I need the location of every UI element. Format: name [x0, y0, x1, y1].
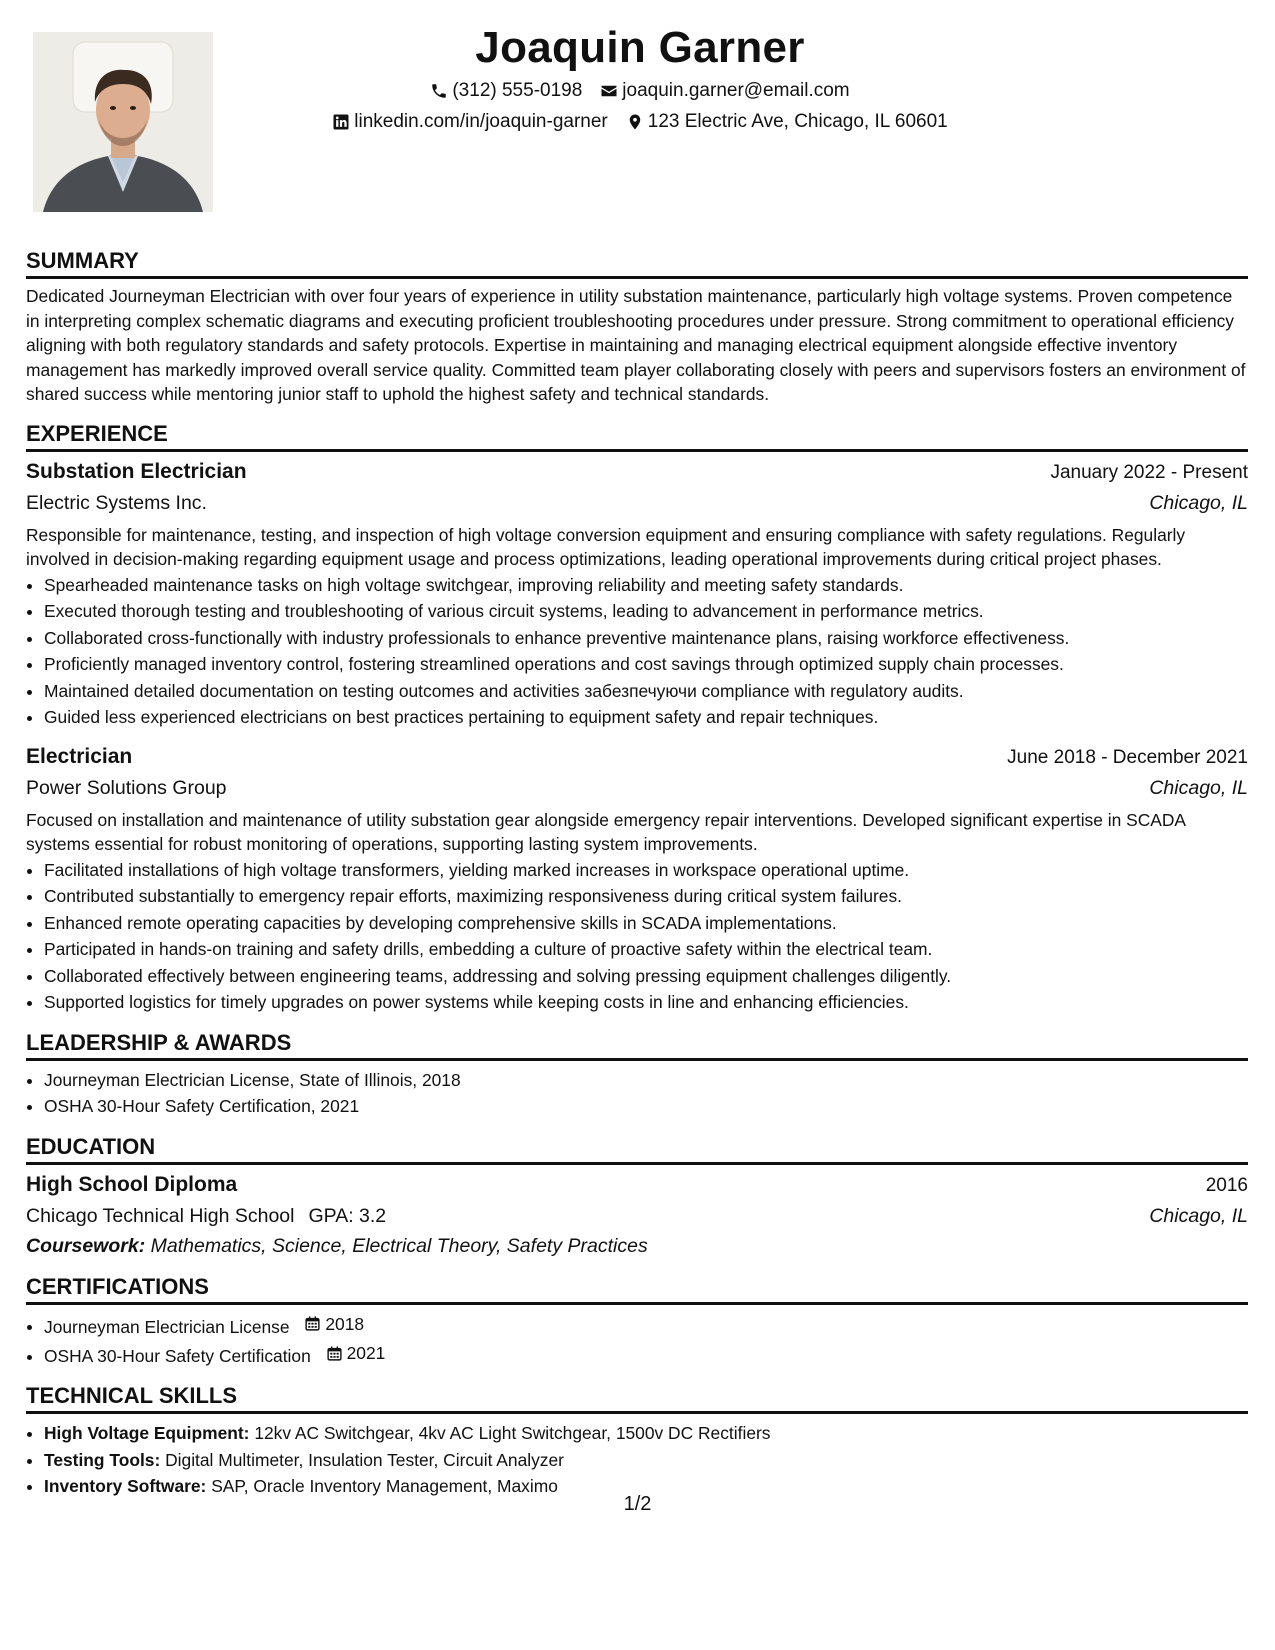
linkedin-icon — [332, 113, 350, 131]
job-location: Chicago, IL — [1149, 491, 1248, 514]
certifications-list — [26, 1311, 1248, 1370]
company-name: Electric Systems Inc. — [26, 491, 207, 514]
graduation-year: 2016 — [1205, 1174, 1248, 1196]
school-name: Chicago Technical High School — [26, 1204, 295, 1227]
experience-section — [26, 421, 1248, 1016]
envelope-icon — [600, 82, 618, 100]
skill-values: SAP, Oracle Inventory Management, Maximo — [211, 1476, 558, 1496]
home-address: 123 Electric Ave, Chicago, IL 60601 — [647, 111, 948, 132]
summary-section — [26, 248, 1248, 407]
experience-heading: EXPERIENCE — [26, 421, 1248, 452]
map-pin-icon — [626, 113, 644, 131]
education-heading: EDUCATION — [26, 1134, 1248, 1165]
education-section — [26, 1134, 1248, 1260]
calendar-icon — [326, 1345, 343, 1362]
certification-year: 2018 — [325, 1313, 365, 1334]
job-title: Substation Electrician — [26, 459, 247, 483]
job-description: Responsible for maintenance, testing, and inspection of high voltage conversion equipment and ensuring compliance with safety regulations. Regularly involved in decision-making regarding equipment usage and process optimizations, leading operational improvements during critical project phases. — [26, 524, 1186, 569]
resume-header — [240, 20, 1040, 133]
certification-date — [304, 1311, 364, 1338]
skill-category: High Voltage Equipment: — [44, 1423, 250, 1443]
job-header — [26, 743, 1248, 772]
job-entry — [26, 458, 1248, 731]
list-item: • Journeyman Electrician License, State of Illinois, 2018 — [44, 1067, 1248, 1094]
profile-photo-illustration — [33, 32, 213, 212]
leadership-heading: LEADERSHIP & AWARDS — [26, 1030, 1248, 1061]
skills-heading: TECHNICAL SKILLS — [26, 1383, 1248, 1414]
page-number: 1/2 — [623, 1493, 652, 1515]
certification-name: OSHA 30-Hour Safety Certification — [44, 1345, 311, 1366]
address-contact — [626, 111, 948, 133]
phone-contact — [430, 80, 582, 102]
job-header — [26, 458, 1248, 487]
gpa: GPA: 3.2 — [308, 1204, 387, 1227]
list-item: • Spearheaded maintenance tasks on high voltage switchgear, improving reliability and meeting safety standards. — [44, 572, 1248, 599]
certifications-heading: CERTIFICATIONS — [26, 1274, 1248, 1305]
list-item: • Guided less experienced electricians on best practices pertaining to equipment safety and repair techniques. — [44, 704, 1248, 731]
profile-photo — [33, 32, 213, 212]
school-location: Chicago, IL — [1149, 1204, 1248, 1227]
contact-row-1 — [240, 80, 1040, 102]
phone-number: (312) 555-0198 — [452, 80, 583, 101]
school-line — [26, 1202, 386, 1230]
list-item: • Facilitated installations of high voltage transformers, yielding marked increases in workspace operational uptime. — [44, 857, 1248, 884]
list-item: • Enhanced remote operating capacities by developing comprehensive skills in SCADA implementations. — [44, 910, 1248, 937]
job-bullets — [26, 572, 1248, 731]
certifications-section — [26, 1274, 1248, 1370]
education-header — [26, 1171, 1248, 1200]
skill-category: Testing Tools: — [44, 1449, 161, 1470]
education-subheader — [26, 1202, 1248, 1230]
list-item — [44, 1447, 1248, 1474]
job-entry — [26, 743, 1248, 1016]
coursework-label: Coursework: — [26, 1234, 146, 1257]
job-subheader — [26, 489, 1248, 517]
list-item: • Maintained detailed documentation on testing outcomes and activities забезпечуючи compliance with regulatory audits. — [44, 678, 1248, 705]
degree-name: High School Diploma — [26, 1172, 238, 1196]
list-item: • Collaborated cross-functionally with industry professionals to enhance preventive maintenance plans, raising workforce effectiveness. — [44, 625, 1248, 652]
certification-date — [326, 1340, 386, 1367]
email-address[interactable]: joaquin.garner@email.com — [622, 80, 850, 101]
certification-year: 2021 — [346, 1342, 386, 1363]
leadership-list — [26, 1067, 1248, 1120]
job-title: Electrician — [26, 744, 133, 768]
job-subheader — [26, 774, 1248, 802]
summary-text: Dedicated Journeyman Electrician with over four years of experience in utility substation maintenance, particularly high voltage systems. Proven competence in interpreting complex schematic diagrams and executing proficient troubleshooting procedures under pressure. Strong commitment to operational efficiency aligning with both regulatory standards and safety protocols. Expertise in maintaining and managing electrical equipment alongside effective inventory management has markedly improved overall service quality. Committed team player collaborating closely with peers and supervisors fosters an environment of shared success while mentoring junior staff to uphold the highest safety and technical standards. — [26, 286, 1246, 404]
linkedin-url[interactable]: linkedin.com/in/joaquin-garner — [354, 111, 608, 132]
job-description: Focused on installation and maintenance of utility substation gear alongside emergency repair interventions. Developed significant expertise in SCADA systems essential for robust monitoring of operations, supporting lasting system improvements. — [26, 809, 1186, 854]
list-item: • Contributed substantially to emergency repair efforts, maximizing responsiveness during critical system failures. — [44, 883, 1248, 910]
company-name: Power Solutions Group — [26, 776, 227, 799]
job-dates: June 2018 - December 2021 — [1007, 746, 1248, 768]
list-item: • Proficiently managed inventory control, fostering streamlined operations and cost savings through optimized supply chain processes. — [44, 651, 1248, 678]
coursework-line — [26, 1232, 1248, 1260]
summary-heading: SUMMARY — [26, 248, 1248, 279]
job-location: Chicago, IL — [1149, 776, 1248, 799]
skills-section — [26, 1383, 1248, 1500]
skills-list — [26, 1420, 1248, 1500]
skill-category: Inventory Software: — [44, 1476, 207, 1496]
phone-icon — [430, 82, 448, 100]
list-item: • OSHA 30-Hour Safety Certification, 2021 — [44, 1093, 1248, 1120]
list-item — [44, 1340, 1248, 1369]
contact-row-2 — [240, 111, 1040, 133]
list-item: • Supported logistics for timely upgrades on power systems while keeping costs in line and enhancing efficiencies. — [44, 989, 1248, 1016]
candidate-name: Joaquin Garner — [475, 23, 805, 72]
job-bullets — [26, 857, 1248, 1016]
calendar-icon — [304, 1315, 321, 1332]
list-item: • Collaborated effectively between engineering teams, addressing and solving pressing equipment challenges diligently. — [44, 963, 1248, 990]
skill-values: Digital Multimeter, Insulation Tester, Circuit Analyzer — [165, 1449, 564, 1470]
certification-name: Journeyman Electrician License — [44, 1316, 290, 1337]
email-contact[interactable] — [600, 80, 849, 102]
job-dates: January 2022 - Present — [1050, 461, 1248, 483]
list-item: • Participated in hands-on training and safety drills, embedding a culture of proactive safety within the electrical team. — [44, 936, 1248, 963]
skill-values: 12kv AC Switchgear, 4kv AC Light Switchgear, 1500v DC Rectifiers — [254, 1423, 771, 1443]
list-item — [44, 1420, 1248, 1447]
list-item: • Executed thorough testing and troubleshooting of various circuit systems, leading to advancement in performance metrics. — [44, 598, 1248, 625]
coursework-list: Mathematics, Science, Electrical Theory, Safety Practices — [150, 1234, 648, 1257]
list-item — [44, 1311, 1248, 1340]
leadership-section — [26, 1030, 1248, 1120]
linkedin-contact[interactable] — [332, 111, 607, 133]
resume-content — [26, 248, 1248, 1514]
